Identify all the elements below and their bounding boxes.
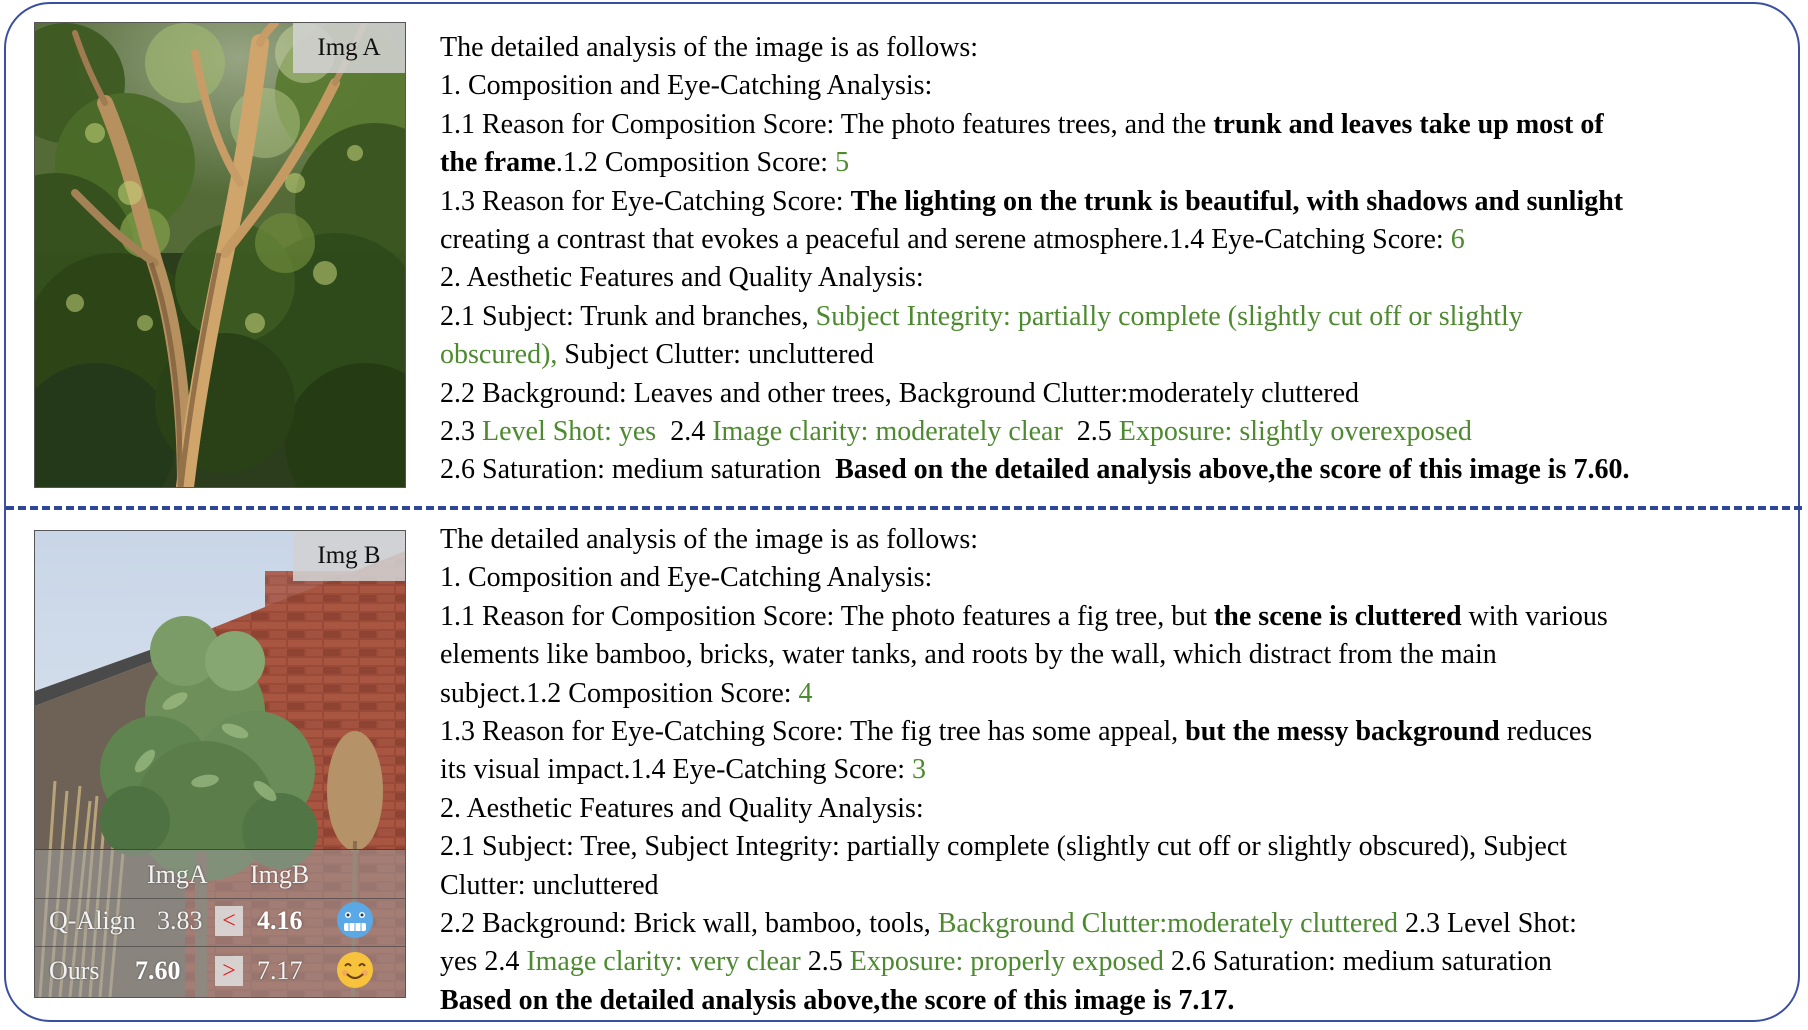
text-line: 2.1 Subject: Trunk and branches, Subject Integrity: partially complete (slightly cut off or slightly [440, 300, 1523, 332]
qalign-score-a: 3.83 [157, 906, 203, 935]
tree-photo [35, 23, 405, 487]
text-line: yes 2.4 Image clarity: very clear 2.5 Exposure: properly exposed 2.6 Saturation: medium saturation [440, 946, 1552, 978]
final-score-a: Based on the detailed analysis above,the score of this image is 7.60. [835, 454, 1630, 486]
ours-score-a: 7.60 [135, 956, 181, 985]
col-header-imgb: ImgB [250, 860, 310, 889]
text-line: 2.3 Level Shot: yes 2.4 Image clarity: moderately clear 2.5 Exposure: slightly overexposed [440, 416, 1472, 448]
analysis-b [440, 521, 1790, 1020]
col-header-imga: ImgA [147, 860, 208, 889]
text-line: creating a contrast that evokes a peaceful and serene atmosphere.1.4 Eye-Catching Score: 6 [440, 224, 1465, 256]
cold-face-emoji-icon [335, 900, 375, 940]
text-line: 1. Composition and Eye-Catching Analysis: [440, 562, 933, 594]
text-line: elements like bamboo, bricks, water tanks, and roots by the wall, which distract from the main [440, 639, 1497, 671]
img-b-label: Img B [293, 531, 405, 581]
text-line: obscured), Subject Clutter: uncluttered [440, 339, 874, 371]
text-line: 2.2 Background: Brick wall, bamboo, tools, Background Clutter:moderately cluttered 2.3 Level Shot: [440, 908, 1577, 940]
eye-catching-score: 3 [912, 754, 927, 786]
text-line: Clutter: uncluttered [440, 869, 659, 901]
less-than-sign: < [215, 906, 243, 936]
table-divider [35, 946, 405, 947]
text-line: 1.3 Reason for Eye-Catching Score: The lighting on the trunk is beautiful, with shadows and sunlight [440, 185, 1624, 217]
text-line: 2.2 Background: Leaves and other trees, Background Clutter:moderately cluttered [440, 377, 1360, 409]
qalign-score-b: 4.16 [257, 906, 303, 935]
text-line: 2.6 Saturation: medium saturation Based on the detailed analysis above,the score of this image is 7.60. [440, 454, 1630, 486]
composition-score: 5 [835, 147, 850, 179]
eye-catching-score: 6 [1450, 224, 1465, 256]
text-line: 1.1 Reason for Composition Score: The photo features a fig tree, but the scene is cluttered with various [440, 600, 1608, 632]
text-line: The detailed analysis of the image is as follows: [440, 524, 979, 555]
text-line: 1.1 Reason for Composition Score: The photo features trees, and the trunk and leaves take up most of [440, 108, 1604, 140]
score-comparison-table [35, 849, 405, 998]
photo-img-a [34, 22, 406, 488]
composition-score: 4 [798, 677, 813, 709]
row-label-qalign: Q-Align [49, 906, 136, 935]
greater-than-sign: > [215, 956, 243, 986]
img-a-label: Img A [293, 23, 405, 73]
smiling-face-emoji-icon [335, 950, 375, 990]
final-score-b: Based on the detailed analysis above,the score of this image is 7.17. [440, 984, 1235, 1016]
text-line: the frame.1.2 Composition Score: 5 [440, 147, 850, 179]
analysis-a [440, 29, 1790, 490]
dashed-divider [6, 506, 1802, 510]
text-line: 2. Aesthetic Features and Quality Analysis: [440, 792, 924, 824]
ours-score-b: 7.17 [257, 956, 303, 985]
text-line: 1.3 Reason for Eye-Catching Score: The fig tree has some appeal, but the messy background reduces [440, 716, 1593, 748]
table-divider [35, 898, 405, 899]
text-line: The detailed analysis of the image is as follows: [440, 32, 979, 63]
text-line: subject.1.2 Composition Score: 4 [440, 677, 813, 709]
text-line: its visual impact.1.4 Eye-Catching Score: 3 [440, 754, 927, 786]
photo-img-b [34, 530, 406, 998]
text-line: 1. Composition and Eye-Catching Analysis: [440, 70, 933, 102]
text-line: 2.1 Subject: Tree, Subject Integrity: partially complete (slightly cut off or slightly obscured), Subject [440, 831, 1568, 863]
row-label-ours: Ours [49, 956, 100, 985]
text-line [440, 982, 1790, 1020]
text-line: 2. Aesthetic Features and Quality Analysis: [440, 262, 924, 294]
